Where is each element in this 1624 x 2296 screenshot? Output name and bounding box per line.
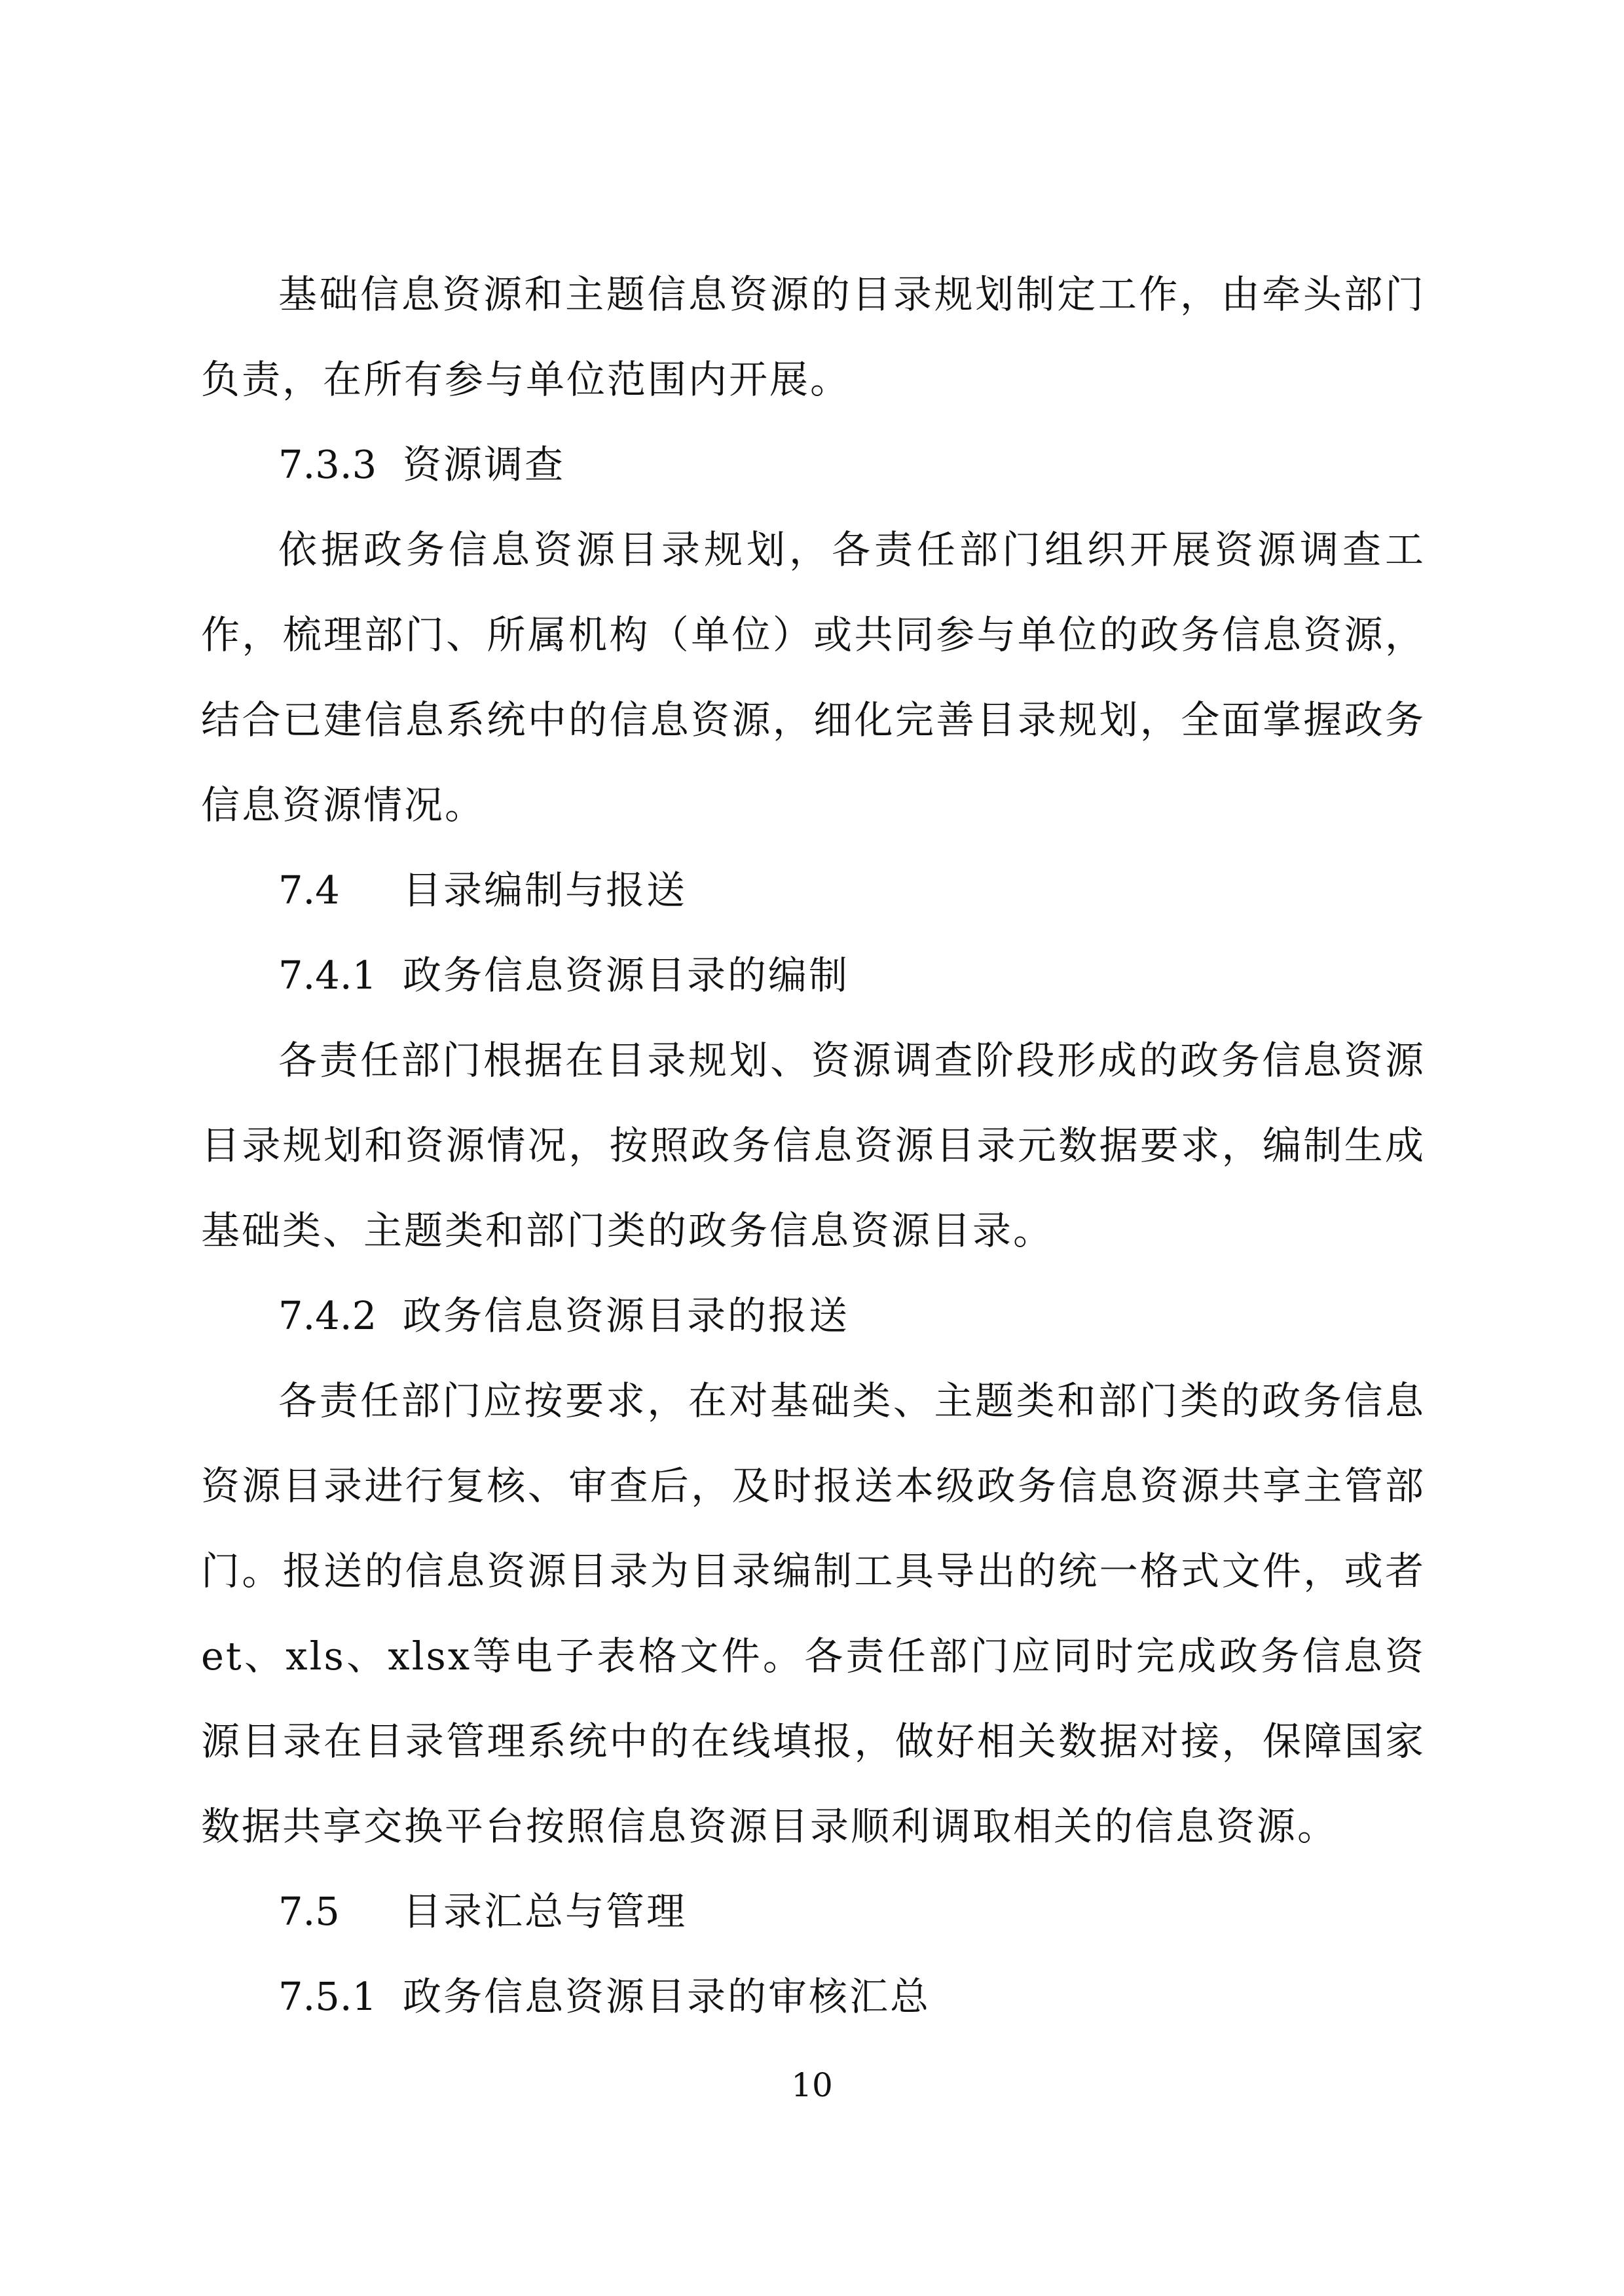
section-title: 资源调查 xyxy=(403,442,566,487)
section-heading-7-4-1 xyxy=(201,933,1426,1018)
section-title: 政务信息资源目录的报送 xyxy=(403,1293,850,1338)
section-number: 7.5 xyxy=(278,1889,340,1934)
page-number: 10 xyxy=(791,2066,833,2104)
section-heading-7-3-3 xyxy=(201,422,1426,507)
paragraph-catalog-compilation: 各责任部门根据在目录规划、资源调查阶段形成的政务信息资源目录规划和资源情况，按照政务信息资源目录元数据要求，编制生成基础类、主题类和部门类的政务信息资源目录。 xyxy=(201,1038,1426,1253)
section-heading-7-5 xyxy=(201,1869,1426,1954)
section-title: 目录汇总与管理 xyxy=(403,1889,688,1934)
paragraph-catalog-submission: 各责任部门应按要求，在对基础类、主题类和部门类的政务信息资源目录进行复核、审查后，及时报送本级政务信息资源共享主管部门。报送的信息资源目录为目录编制工具导出的统一格式文件，或者et、xls、xlsx等电子表格文件。各责任部门应同时完成政务信息资源目录在目录管理系统中的在线填报，做好相关数据对接，保障国家数据共享交换平台按照信息资源目录顺利调取相关的信息资源。 xyxy=(201,1378,1426,1849)
section-number: 7.4 xyxy=(278,867,340,913)
paragraph-resource-survey: 依据政务信息资源目录规划，各责任部门组织开展资源调查工作，梳理部门、所属机构（单位）或共同参与单位的政务信息资源，结合已建信息系统中的信息资源，细化完善目录规划，全面掌握政务信息资源情况。 xyxy=(201,527,1426,828)
paragraph-catalog-planning-responsibility: 基础信息资源和主题信息资源的目录规划制定工作，由牵头部门负责，在所有参与单位范围内开展。 xyxy=(201,272,1426,402)
section-number: 7.4.1 xyxy=(278,953,377,998)
section-heading-7-4 xyxy=(201,848,1426,933)
section-title: 政务信息资源目录的编制 xyxy=(403,953,850,998)
section-number: 7.3.3 xyxy=(278,442,377,487)
section-title: 政务信息资源目录的审核汇总 xyxy=(403,1974,931,2019)
section-heading-7-4-2 xyxy=(201,1273,1426,1358)
section-number: 7.5.1 xyxy=(278,1974,377,2019)
section-heading-7-5-1 xyxy=(201,1954,1426,2039)
section-title: 目录编制与报送 xyxy=(403,867,688,913)
body-text xyxy=(201,252,1426,2039)
section-number: 7.4.2 xyxy=(278,1293,377,1338)
